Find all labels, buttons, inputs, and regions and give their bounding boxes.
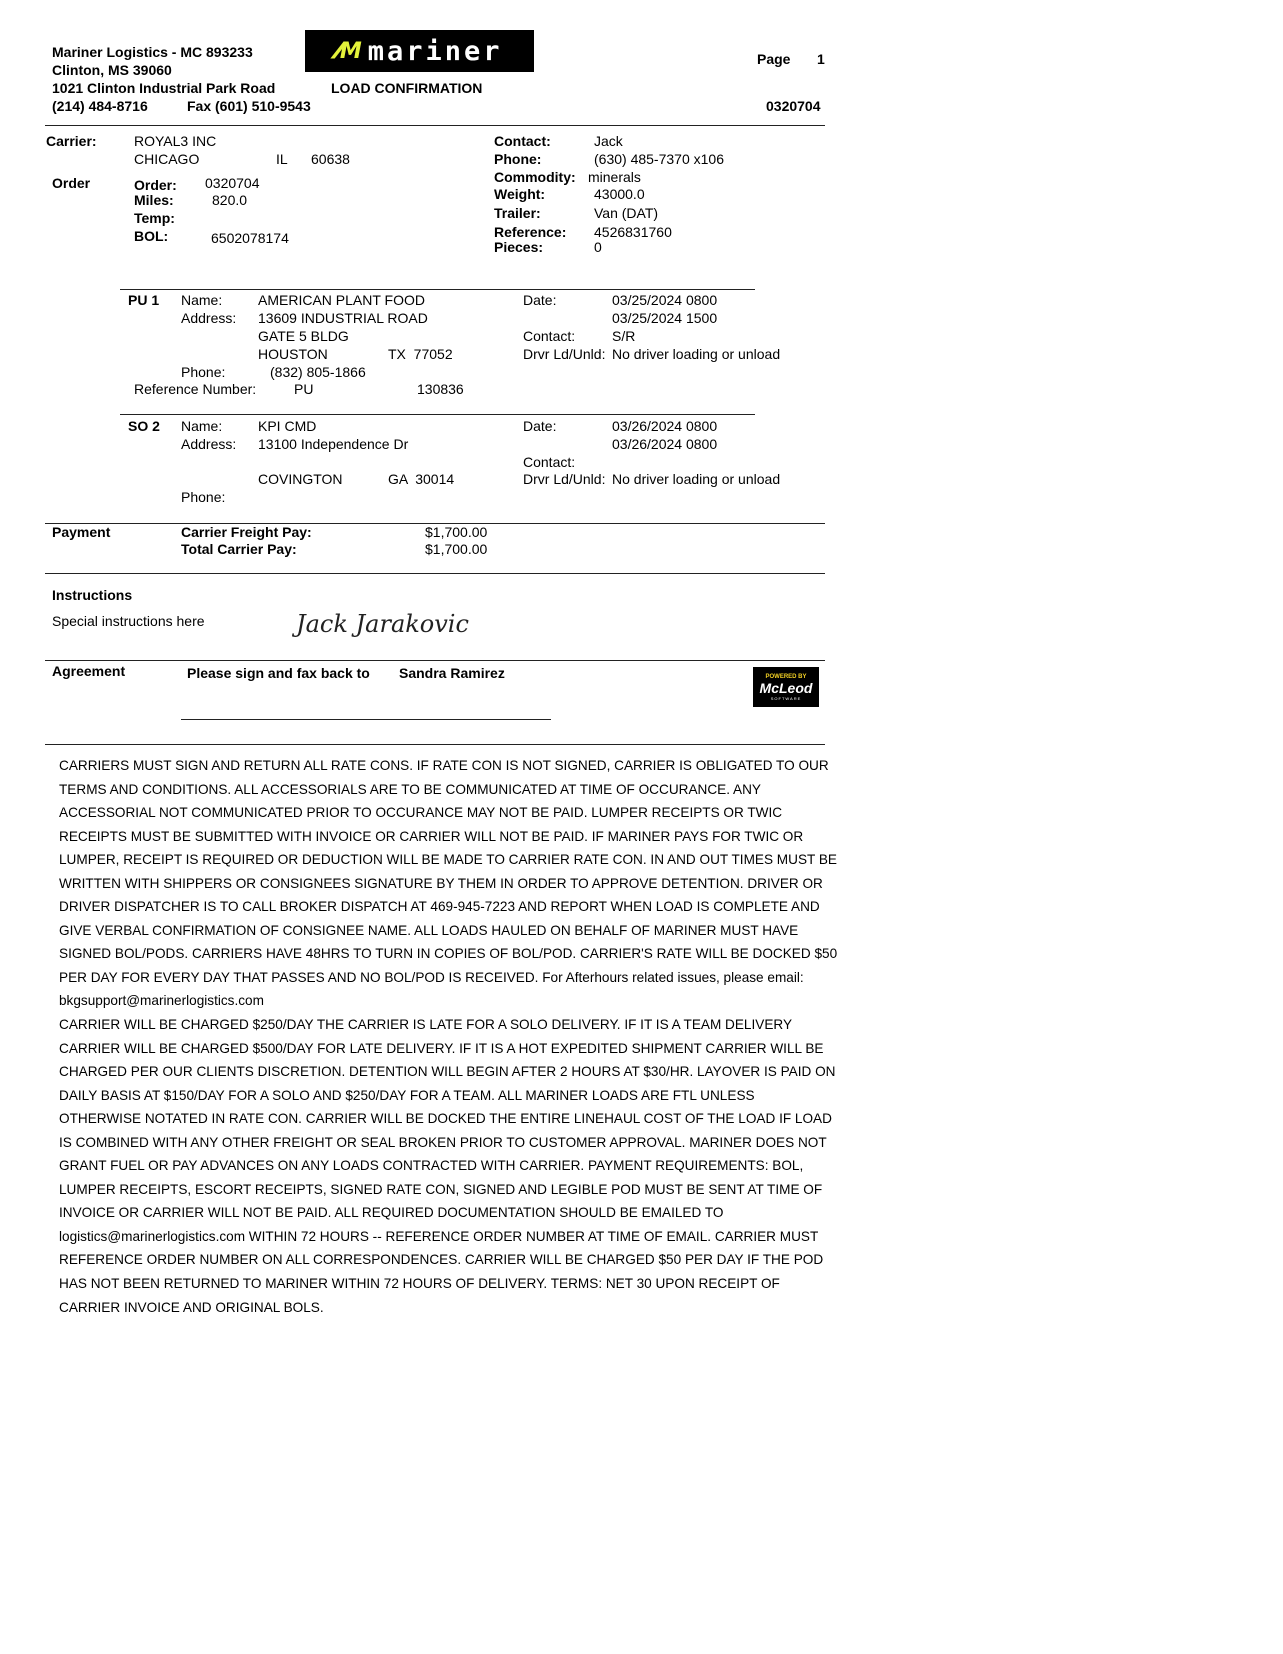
stop-date-end: 03/26/2024 0800 [612,436,718,452]
stop-date-label: Date: [523,292,557,308]
stop-tag: SO 2 [128,418,160,434]
stop-date-end: 03/25/2024 1500 [612,310,718,326]
miles-label: Miles: [134,192,174,208]
stop-address-label: Address: [181,310,237,326]
stop-name-label: Name: [181,418,223,434]
miles-value: 820.0 [212,192,248,208]
page-number: 1 [817,51,825,67]
divider [120,414,755,415]
stop-date-label: Date: [523,418,557,434]
stop-driver-value: No driver loading or unload [612,346,781,362]
stop-tag: PU 1 [128,292,160,308]
divider [120,289,755,290]
signature-line [181,719,551,720]
total-pay-value: $1,700.00 [425,541,488,557]
order-label: Order: [134,177,177,193]
logo-wordmark: mariner [367,35,503,67]
stop-address-line1: 13609 INDUSTRIAL ROAD [258,310,428,326]
terms-paragraph: CARRIERS MUST SIGN AND RETURN ALL RATE CONS. IF RATE CON IS NOT SIGNED, CARRIER IS OBLIGATED TO OUR TERMS AND CONDITIONS. ALL ACCESSORIALS ARE TO BE COMMUNICATED AT TIME OF OCCURANCE. ANY ACCESSORIAL NOT COMMUNICATED PRIOR TO OCCURANCE MAY NOT BE PAID. LUMPER RECEIPTS OR TWIC RECEIPTS MUST BE SUBMITTED WITH INVOICE OR CARRIER WILL NOT BE PAID. IF MARINER PAYS FOR TWIC OR LUMPER, RECEIPT IS REQUIRED OR DEDUCTION WILL BE MADE TO CARRIER RATE CON. IN AND OUT TIMES MUST BE WRITTEN WITH SHIPPERS OR CONSIGNEES SIGNATURE BY THEM IN ORDER TO APPROVE DETENTION. DRIVER OR DRIVER DISPATCHER IS TO CALL BROKER DISPATCH AT 469-945-7223 AND REPORT WHEN LOAD IS COMPLETE AND GIVE VERBAL CONFIRMATION OF CONSIGNEE NAME. ALL LOADS HAULED ON BEHALF OF MARINER MUST HAVE SIGNED BOL/PODS. CARRIERS HAVE 48HRS TO TURN IN COPIES OF BOL/POD. CARRIER'S RATE WILL BE DOCKED $50 PER DAY FOR EVERY DAY THAT PASSES AND NO BOL/POD IS RECEIVED. For Afterhours related issues, please email: bkgsupport@marinerlogistics.com [59,758,838,1009]
agreement-prompt: Please sign and fax back to [187,665,370,681]
weight-label: Weight: [494,186,546,202]
carrier-name: ROYAL3 INC [134,133,217,149]
stop-address-line1: 13100 Independence Dr [258,436,409,452]
commodity-value: minerals [588,169,641,185]
stop-city: HOUSTON [258,346,328,362]
badge-name: McLeod [759,679,813,696]
contact-value: Jack [594,133,623,149]
mariner-logo [305,30,534,72]
stop-phone-label: Phone: [181,489,226,505]
stop-name-label: Name: [181,292,223,308]
freight-pay-label: Carrier Freight Pay: [181,524,312,540]
stop-phone: (832) 805-1866 [270,364,366,380]
divider [45,660,825,661]
stop-name: KPI CMD [258,418,317,434]
instructions-text: Special instructions here [52,613,205,629]
order-section-label: Order [52,175,91,191]
stop-driver-label: Drvr Ld/Unld: [523,346,606,362]
stop-city: COVINGTON [258,471,343,487]
payment-section-label: Payment [52,524,111,540]
commodity-label: Commodity: [494,169,576,185]
terms-and-conditions [59,754,839,1319]
carrier-city: CHICAGO [134,151,200,167]
stop-contact-label: Contact: [523,454,576,470]
reference-label: Reference: [494,224,567,240]
stop-driver-value: No driver loading or unload [612,471,781,487]
stop-reference-value: 130836 [417,381,464,397]
divider [45,125,825,126]
total-pay-label: Total Carrier Pay: [181,541,297,557]
stop-reference-label: Reference Number: [134,381,257,397]
terms-paragraph: CARRIER WILL BE CHARGED $250/DAY THE CARRIER IS LATE FOR A SOLO DELIVERY. IF IT IS A TEAM DELIVERY CARRIER WILL BE CHARGED $500/DAY FOR LATE DELIVERY. IF IT IS A HOT EXPEDITED SHIPMENT CARRIER WILL BE CHARGED PER OUR CLIENTS DISCRETION. DETENTION WILL BEGIN AFTER 2 HOURS AT $30/HR. LAYOVER IS PAID ON DAILY BASIS AT $150/DAY FOR A SOLO AND $250/DAY FOR A TEAM. ALL MARINER LOADS ARE FTL UNLESS OTHERWISE NOTATED IN RATE CON. CARRIER WILL BE DOCKED THE ENTIRE LINEHAUL COST OF THE LOAD IF LOAD IS COMBINED WITH ANY OTHER FREIGHT OR SEAL BROKEN PRIOR TO CUSTOMER APPROVAL. MARINER DOES NOT GRANT FUEL OR PAY ADVANCES ON ANY LOADS CONTRACTED WITH CARRIER. PAYMENT REQUIREMENTS: BOL, LUMPER RECEIPTS, ESCORT RECEIPTS, SIGNED RATE CON, SIGNED AND LEGIBLE POD MUST BE SENT AT TIME OF INVOICE OR CARRIER WILL NOT BE PAID. ALL REQUIRED DOCUMENTATION SHOULD BE EMAILED TO logistics@marinerlogistics.com WITHIN 72 HOURS -- REFERENCE ORDER NUMBER AT TIME OF EMAIL. CARRIER MUST REFERENCE ORDER NUMBER ON ALL CORRESPONDENCES. CARRIER WILL BE CHARGED $50 PER DAY IF THE POD HAS NOT BEEN RETURNED TO MARINER WITHIN 72 HOURS OF DELIVERY. TERMS: NET 30 UPON RECEIPT OF CARRIER INVOICE AND ORIGINAL BOLS. [59,1017,836,1315]
logo-mark-icon: ⁄⁄M [336,38,360,64]
stop-contact: S/R [612,328,636,344]
stop-state-zip: GA 30014 [388,471,455,487]
carrier-zip: 60638 [311,151,350,167]
stop-contact-label: Contact: [523,328,576,344]
stop-name: AMERICAN PLANT FOOD [258,292,425,308]
phone-value: (630) 485-7370 x106 [594,151,724,167]
signature: Jack Jarakovic [296,610,469,638]
pieces-label: Pieces: [494,239,544,255]
agreement-section-label: Agreement [52,663,126,679]
stop-reference-type: PU [294,381,314,397]
agreement-contact-name: Sandra Ramirez [399,665,505,681]
company-name: Mariner Logistics - MC 893233 [52,44,253,60]
stop-address-line2: GATE 5 BLDG [258,328,349,344]
stop-state-zip: TX 77052 [388,346,453,362]
weight-value: 43000.0 [594,186,645,202]
trailer-value: Van (DAT) [594,205,659,221]
stop-date-start: 03/26/2024 0800 [612,418,718,434]
stop-phone-label: Phone: [181,364,226,380]
divider [45,744,825,745]
company-address: 1021 Clinton Industrial Park Road [52,80,276,96]
reference-value: 4526831760 [594,224,672,240]
company-city: Clinton, MS 39060 [52,62,172,78]
stop-address-label: Address: [181,436,237,452]
stop-date-start: 03/25/2024 0800 [612,292,718,308]
order-value: 0320704 [205,175,260,191]
trailer-label: Trailer: [494,205,541,221]
phone-label: Phone: [494,151,542,167]
carrier-state: IL [276,151,288,167]
stop-driver-label: Drvr Ld/Unld: [523,471,606,487]
page-label: Page [757,51,791,67]
company-phone: (214) 484-8716 [52,98,148,114]
pieces-value: 0 [594,239,602,255]
carrier-label: Carrier: [46,133,97,149]
freight-pay-value: $1,700.00 [425,524,488,540]
instructions-section-label: Instructions [52,587,133,603]
contact-label: Contact: [494,133,551,149]
mcleod-badge [753,667,819,707]
order-reference-header: 0320704 [766,98,821,114]
badge-powered-by: POWERED BY [765,673,807,680]
company-fax: Fax (601) 510-9543 [187,98,311,114]
document-title: LOAD CONFIRMATION [331,80,483,96]
divider [45,573,825,574]
temp-label: Temp: [134,210,175,226]
bol-value: 6502078174 [211,230,289,246]
bol-label: BOL: [134,228,169,244]
badge-sub: SOFTWARE [770,695,802,701]
